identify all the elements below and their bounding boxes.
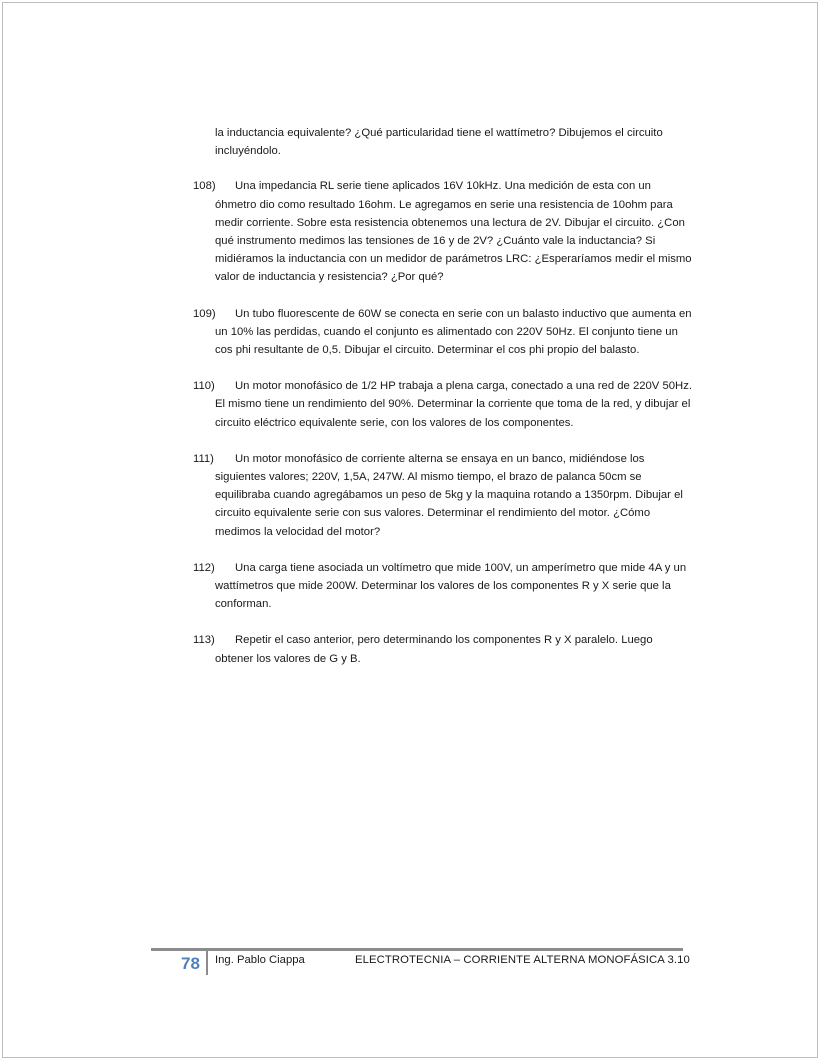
problem-item-113 <box>193 631 693 667</box>
problem-text: Una carga tiene asociada un voltímetro que mide 100V, un amperímetro que mide 4A y un wattímetros que mide 200W. Determinar los valores de los componentes R y X serie que la conforman. <box>215 561 687 611</box>
problem-text: Repetir el caso anterior, pero determinando los componentes R y X paralelo. Luego obtener los valores de G y B. <box>215 634 653 665</box>
problem-number: 110) <box>193 380 215 393</box>
footer-rule <box>151 948 683 951</box>
problem-number: 113) <box>193 634 215 647</box>
problem-item-112 <box>193 559 693 614</box>
footer-title: ELECTROTECNIA – CORRIENTE ALTERNA MONOFÁSICA 3.10 <box>355 954 690 966</box>
problem-number: 111) <box>193 452 214 465</box>
problem-text: Una impedancia RL serie tiene aplicados 16V 10kHz. Una medición de esta con un óhmetro dio como resultado 16ohm. Le agregamos en serie una resistencia de 10ohm para medir corriente. Sobre esta resistencia obtenemos una lectura de 2V. Dibujar el circuito. ¿Con qué instrumento medimos las tensiones de 16 y de 2V? ¿Cuánto vale la inductancia? Si midiéramos la inductancia con un medidor de parámetros LRC: ¿Esperaríamos medir el mismo valor de inductancia y resistencia? ¿Por qué? <box>215 180 692 284</box>
problem-text: Un tubo fluorescente de 60W se conecta en serie con un balasto inductivo que aumenta en un 10% las perdidas, cuando el conjunto es alimentado con 220V 50Hz. El conjunto tiene un cos phi resultante de 0,5. Dibujar el circuito. Determinar el cos phi propio del balasto. <box>215 307 692 357</box>
problem-item-109 <box>193 305 693 360</box>
footer-author: Ing. Pablo Ciappa <box>215 954 305 966</box>
problem-text: Un motor monofásico de 1/2 HP trabaja a plena carga, conectado a una red de 220V 50Hz. El mismo tiene un rendimiento del 90%. Determinar la corriente que toma de la red, y dibujar el circuito eléctrico equivalente serie, con los valores de los componentes. <box>215 380 692 429</box>
page-number: 78 <box>181 954 200 973</box>
problem-item-110 <box>193 377 693 432</box>
problem-number: 109) <box>193 307 216 320</box>
continuation-paragraph: la inductancia equivalente? ¿Qué particularidad tiene el wattímetro? Dibujemos el circuito incluyéndolo. <box>215 127 663 158</box>
problem-text: Un motor monofásico de corriente alterna se ensaya en un banco, midiéndose los siguientes valores; 220V, 1,5A, 247W. Al mismo tiempo, el brazo de palanca 50cm se equilibraba cuando agregábamos un peso de 5kg y la maquina rotando a 1350rpm. Dibujar el circuito equivalente serie con sus valores. Determinar el rendimiento del motor. ¿Cómo medimos la velocidad del motor? <box>215 452 683 538</box>
problem-number: 108) <box>193 180 216 193</box>
footer-divider <box>206 951 208 975</box>
page-body <box>193 124 693 686</box>
problem-item-108 <box>193 177 693 286</box>
document-page <box>2 2 818 1058</box>
problem-number: 112) <box>193 561 215 574</box>
problem-item-111 <box>193 450 693 541</box>
